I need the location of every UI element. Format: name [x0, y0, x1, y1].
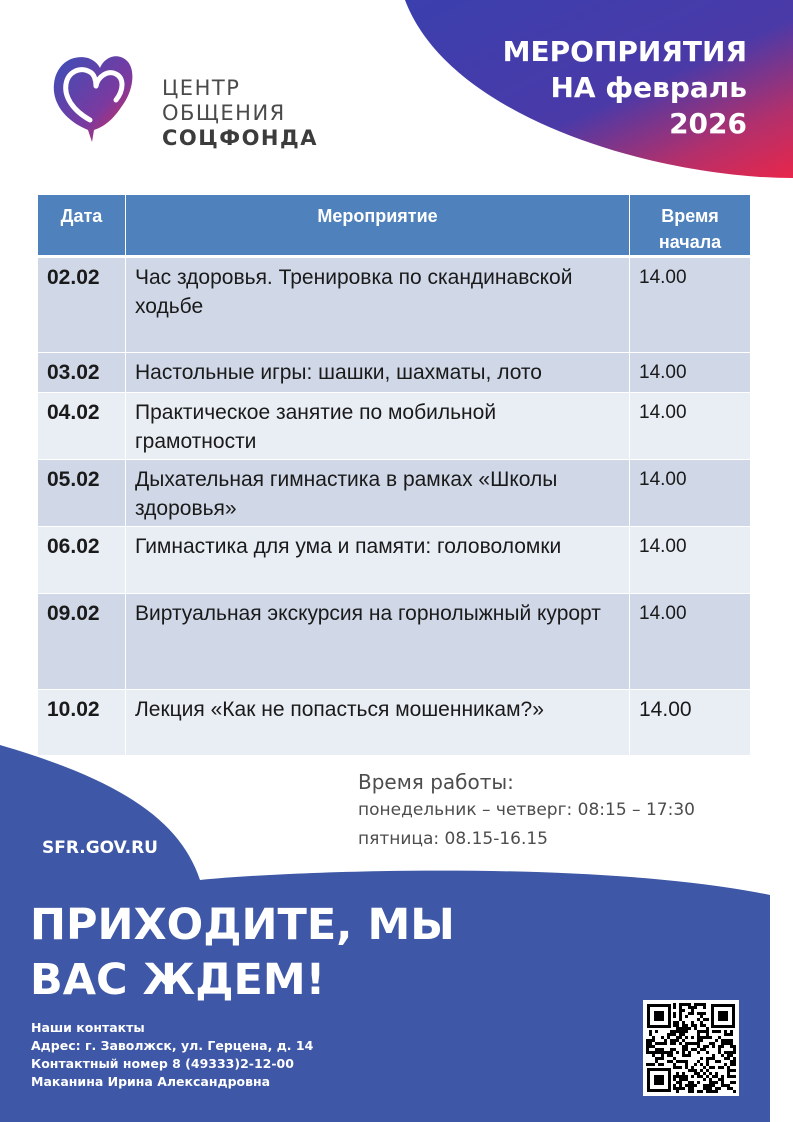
- table-header-row: [38, 195, 751, 257]
- row-event: Час здоровья. Тренировка по скандинавской ходьбе: [126, 257, 630, 353]
- row-date: 09.02: [38, 594, 126, 690]
- row-time: 14.00: [630, 594, 751, 690]
- row-time: 14.00: [630, 460, 751, 527]
- site-link[interactable]: SFR.GOV.RU: [42, 838, 158, 858]
- contacts-phone: Контактный номер 8 (49333)2-12-00: [31, 1056, 294, 1071]
- column-header-event: Мероприятие: [126, 195, 630, 257]
- slogan: [30, 898, 455, 1008]
- column-header-date: Дата: [38, 195, 126, 257]
- working-hours-title: Время работы:: [358, 770, 514, 794]
- table-row: [38, 690, 751, 756]
- working-hours-friday: пятница: 08.15-16.15: [358, 829, 548, 849]
- row-event: Виртуальная экскурсия на горнолыжный курорт: [126, 594, 630, 690]
- events-table: [37, 194, 751, 756]
- table-row: [38, 353, 751, 393]
- slogan-line-1: ПРИХОДИТЕ, МЫ: [30, 900, 455, 950]
- table-row: [38, 257, 751, 353]
- row-date: 10.02: [38, 690, 126, 756]
- row-time: 14.00: [630, 257, 751, 353]
- contacts-person: Маканина Ирина Александровна: [31, 1074, 271, 1089]
- logo-text: [162, 76, 318, 151]
- row-time: 14.00: [630, 527, 751, 594]
- row-time: 14.00: [630, 690, 751, 756]
- row-event: Настольные игры: шашки, шахматы, лото: [126, 353, 630, 393]
- table-row: [38, 460, 751, 527]
- table-row: [38, 594, 751, 690]
- row-date: 03.02: [38, 353, 126, 393]
- logo-heart-icon: [50, 50, 134, 150]
- page-title: МЕРОПРИЯТИЯ НА февраль 2026: [502, 35, 747, 140]
- qr-code-icon[interactable]: [643, 1000, 739, 1096]
- logo-line-1: ЦЕНТР: [162, 76, 241, 100]
- row-date: 05.02: [38, 460, 126, 527]
- row-date: 04.02: [38, 393, 126, 460]
- working-hours-weekdays: понедельник – четверг: 08:15 – 17:30: [358, 800, 695, 820]
- row-date: 02.02: [38, 257, 126, 353]
- column-header-time: Время начала: [630, 195, 751, 257]
- logo-line-3: СОЦФОНДА: [162, 126, 318, 150]
- contacts-address: Адрес: г. Заволжск, ул. Герцена, д. 14: [31, 1038, 314, 1053]
- row-time: 14.00: [630, 393, 751, 460]
- working-hours: [358, 768, 695, 854]
- qr-code-graphic: [643, 1000, 739, 1096]
- slogan-line-2: ВАС ЖДЕМ!: [30, 955, 326, 1005]
- row-time: 14.00: [630, 353, 751, 393]
- contacts-title: Наши контакты: [31, 1020, 145, 1035]
- table-row: [38, 527, 751, 594]
- row-date: 06.02: [38, 527, 126, 594]
- contacts-block: [31, 1019, 313, 1091]
- table-row: [38, 393, 751, 460]
- row-event: Практическое занятие по мобильной грамотности: [126, 393, 630, 460]
- row-event: Лекция «Как не попасться мошенникам?»: [126, 690, 630, 756]
- row-event: Дыхательная гимнастика в рамках «Школы здоровья»: [126, 460, 630, 527]
- row-event: Гимнастика для ума и памяти: головоломки: [126, 527, 630, 594]
- logo-line-2: ОБЩЕНИЯ: [162, 101, 286, 125]
